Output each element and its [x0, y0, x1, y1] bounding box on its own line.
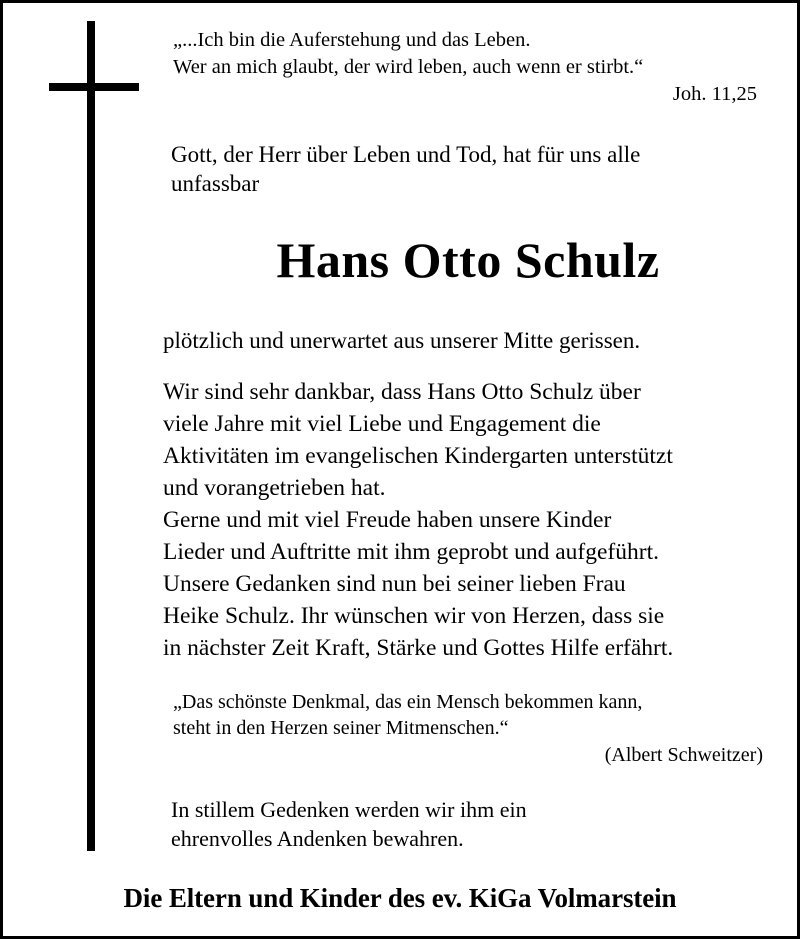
bible-verse-line-2: Wer an mich glaubt, der wird leben, auch wenn er stirbt.“ [173, 56, 644, 79]
memorial-quote-line-1: „Das schönste Denkmal, das ein Mensch bekommen kann, [173, 690, 643, 713]
memorial-body-line-5: Gerne und mit viel Freude haben unsere Kinder [163, 507, 612, 534]
bible-verse [163, 27, 783, 82]
cross-icon [49, 21, 139, 851]
memorial-quote-line-2: steht in den Herzen seiner Mitmenschen.“ [173, 717, 509, 740]
memorial-body-line-9: in nächster Zeit Kraft, Stärke und Gottes Hilfe erfährt. [163, 634, 674, 661]
memorial-body-line-4: und vorangetrieben hat. [163, 475, 386, 502]
memorial-quote-author: (Albert Schweitzer) [604, 743, 763, 766]
deceased-name: Hans Otto Schulz [276, 232, 660, 289]
memorial-body-line-6: Lieder und Auftritte mit ihm geprobt und aufgeführt. [163, 539, 659, 566]
memorial-body-text [163, 377, 783, 665]
closing-text [163, 795, 783, 854]
cross-vertical-bar [87, 21, 95, 851]
memorial-body-line-7: Unsere Gedanken sind nun bei seiner lieben Frau [163, 570, 626, 597]
memorial-body-line-3: Aktivitäten im evangelischen Kindergarten unterstützt [163, 443, 673, 470]
memorial-body-line-2: viele Jahre mit viel Liebe und Engagement die [163, 411, 601, 438]
lead-text: plötzlich und unerwartet aus unserer Mitte gerissen. [163, 328, 641, 354]
closing-line-2: ehrenvolles Andenken bewahren. [171, 825, 464, 851]
memorial-body-line-1: Wir sind sehr dankbar, dass Hans Otto Schulz über [163, 379, 641, 406]
memorial-quote [163, 689, 783, 742]
signature-line: Die Eltern und Kinder des ev. KiGa Volmarstein [123, 883, 677, 913]
intro-line-1: Gott, der Herr über Leben und Tod, hat für uns alle [171, 141, 641, 167]
cross-horizontal-bar [49, 83, 139, 91]
closing-line-1: In stillem Gedenken werden wir ihm ein [171, 796, 527, 822]
intro-line-2: unfassbar [171, 170, 260, 196]
notice-content [163, 27, 783, 853]
intro-text [163, 140, 783, 199]
memorial-body-line-8: Heike Schulz. Ihr wünschen wir von Herzen, dass sie [163, 602, 665, 629]
bible-verse-line-1: „...Ich bin die Auferstehung und das Leben. [173, 29, 531, 51]
bible-verse-reference: Joh. 11,25 [672, 82, 757, 105]
